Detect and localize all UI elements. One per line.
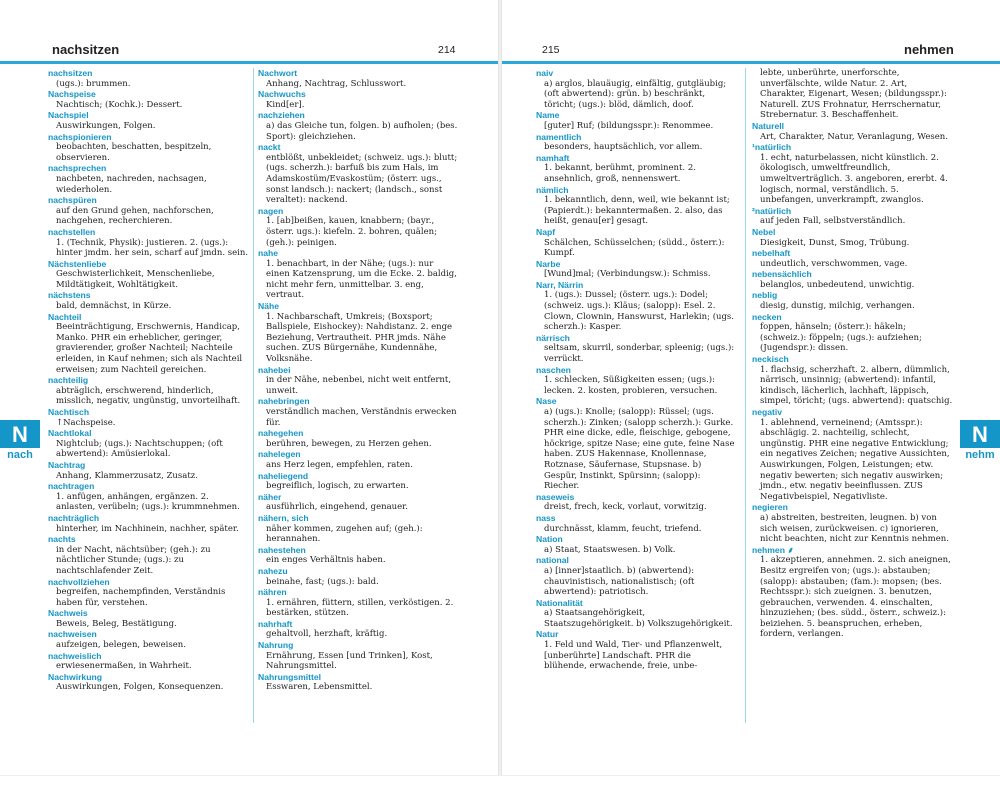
entry-headword[interactable]: nämlich [536,184,569,195]
dictionary-entry [258,587,458,619]
entry-definition: durchnässt, klamm, feucht, triefend. [544,523,702,534]
entry-headword[interactable]: negieren [752,502,788,513]
entry-headword[interactable]: nachspüren [48,195,97,206]
entry-definition: ↑Nachspeise. [56,417,116,428]
entry-definition: besonders, hauptsächlich, vor allem. [544,142,703,153]
entry-headword[interactable]: naseweis [536,491,575,502]
entry-headword[interactable]: Nase [536,396,557,407]
dictionary-entry [752,68,954,121]
entry-headword[interactable]: Nähe [258,301,280,312]
entry-definition: dreist, frech, keck, vorlaut, vorwitzig. [544,502,707,513]
entry-headword[interactable]: nachsitzen [48,68,93,78]
entry-definition: diesig, dunstig, milchig, verhangen. [760,301,915,312]
right-column-1 [536,68,736,672]
entry-headword[interactable]: Nahrungsmittel [258,671,322,682]
entry-definition: Ernährung, Essen [und Trinken], Kost, Nahrungsmittel. [266,650,433,672]
entry-definition: 1. bekannt, berühmt, prominent. 2. ansehnlich, groß, nennenswert. [544,163,696,184]
dictionary-entry [536,513,736,534]
dictionary-entry [752,502,954,544]
dictionary-entry [48,290,248,311]
dictionary-entry [752,248,954,269]
entry-definition: verständlich machen, Verständnis erwecken für. [266,407,457,428]
dictionary-entry [752,121,954,142]
dictionary-entry [752,206,954,227]
entry-definition: Nightclub; (ugs.): Nachtschuppen; (oft abwertend): Amüsierlokal. [56,438,223,460]
entry-definition: entblößt, unbekleidet; (schweiz. ugs.): blutt; (ugs. scherzh.): barfuß bis zum Hals, im Adamskostüm/Evaskostüm; (österr. ugs., sonst landsch.): nackert; (landsch., sonst veraltet): nackend. [266,152,458,206]
dictionary-entry [536,227,736,259]
dictionary-entry [752,142,954,206]
entry-headword[interactable]: neblig [752,290,778,301]
dictionary-entry [258,492,458,513]
right-page-header [502,40,1000,62]
entry-definition: a) abstreiten, bestreiten, leugnen. b) von sich weisen, zurückweisen. c) ignorieren, nicht beachten, nicht zur Kenntnis nehmen. [760,512,949,545]
dictionary-entry [258,206,458,248]
entry-headword[interactable]: Nachteil [48,311,82,322]
entry-definition: abträglich, erschwerend, hinderlich, misslich, negativ, ungünstig, unvorteilhaft. [56,385,241,407]
entry-headword[interactable]: nachsprechen [48,163,107,174]
entry-headword[interactable]: nahezu [258,565,288,576]
dictionary-entry [258,68,458,89]
dictionary-entry [48,89,248,110]
entry-definition: Geschwisterlichkeit, Menschenliebe, Mildtätigkeit, Wohltätigkeit. [56,269,215,290]
dictionary-entry [48,577,248,609]
entry-headword[interactable]: Nebel [752,226,776,237]
entry-definition: (ugs.): brummen. [56,78,131,89]
entry-definition: ans Herz legen, empfehlen, raten. [266,459,413,470]
entry-headword[interactable]: namentlich [536,131,582,142]
dictionary-entry [536,365,736,397]
entry-headword[interactable]: Nachwort [258,68,298,78]
entry-definition: a) Staatsangehörigkeit, Staatszugehörigkeit. b) Volkszugehörigkeit. [544,608,733,629]
dictionary-entry [258,142,458,206]
dictionary-entry [258,545,458,566]
dictionary-entry [48,608,248,629]
dictionary-entry [48,227,248,259]
entry-definition: näher kommen, zugehen auf; (geh.): herannahen. [266,523,423,545]
dictionary-entry [752,269,954,290]
entry-definition: Nachtisch; (Kochk.): Dessert. [56,99,183,110]
entry-definition: Kind[er]. [266,99,305,110]
dictionary-entry [48,513,248,534]
entry-headword[interactable]: Nachtlokal [48,428,92,439]
dictionary-entry [752,312,954,354]
left-column-2 [258,68,458,693]
entry-headword[interactable]: ¹natürlich [752,142,792,153]
right-thumb-index-tab[interactable] [960,420,1000,462]
entry-headword[interactable]: Napf [536,226,556,237]
entry-definition: 1. anfügen, anhängen, ergänzen. 2. anlasten, verübeln; (ugs.): krummnehmen. [56,491,240,513]
entry-headword[interactable]: Nationalität [536,597,583,608]
entry-definition: 1. akzeptieren, annehmen. 2. sich aneignen, Besitz ergreifen von; (ugs.): abstauben; (salopp): abstauben; (fam.): mopsen; (bes. Rechtsspr.): sich zueignen. 3. benutzen, gebrauchen, verwenden. 4. einschalten, hinzuziehen; (bes. südd., österr., schweiz.): beiziehen. 5. beanspruchen, erheben, fordern, verlangen. [760,555,951,640]
entry-definition: 1. [ab]beißen, kauen, knabbern; (bayr., österr. ugs.): kiefeln. 2. bohren, quälen; (geh.): peinigen. [266,216,437,248]
dictionary-entry [258,471,458,492]
dictionary-entry [752,354,954,407]
entry-headword[interactable]: Nachweis [48,608,88,619]
entry-headword[interactable]: nähren [258,587,287,598]
entry-headword[interactable]: nahebei [258,364,291,375]
entry-headword[interactable]: Narbe [536,258,561,269]
entry-headword[interactable]: Natur [536,629,559,640]
entry-definition: Esswaren, Lebensmittel. [266,682,373,693]
dictionary-entry [48,460,248,481]
entry-headword[interactable]: nachtragen [48,481,95,492]
entry-definition: aufzeigen, belegen, beweisen. [56,640,186,651]
entry-definition: 1. Nachbarschaft, Umkreis; (Boxsport; Ballspiele, Eishockey): Nahdistanz. 2. enge Beziehung, Vertrautheit. PHR jmds. Nähe suchen. ZUS Bürgernähe, Kundennähe, Volksnähe. [266,311,453,365]
entry-headword[interactable]: Name [536,110,560,121]
left-header-rule [0,61,498,64]
entry-headword[interactable]: Nation [536,534,563,545]
left-column-1 [48,68,248,693]
entry-definition: 1. benachbart, in der Nähe; (ugs.): nur einen Katzensprung, um die Ecke. 2. baldig, nicht mehr fern, unmittelbar. 3. eng, vertraut. [266,258,457,301]
entry-definition: 1. ablehnend, verneinend; (Amtsspr.): abschlägig. 2. nachteilig, schlecht, ungünstig. PHR eine negative Entwicklung; ein negatives Zeichen; negative Aussichten, Auswirkungen, Folgen, Leistungen; etw. negativ bewerten; sich negativ auswirken; jmdn., etw. negativ beeinflussen. ZUS Negativbeispiel, Negativliste. [760,417,950,502]
dictionary-entry [48,195,248,227]
dictionary-entry [536,280,736,333]
bottom-margin [0,775,1000,801]
dictionary-entry [258,396,458,428]
dictionary-entry [48,312,248,376]
dictionary-entry [536,259,736,280]
entry-definition: a) (ugs.): Knolle; (salopp): Rüssel; (ugs. scherzh.): Zinken; (salopp scherzh.): Gurke. PHR eine dicke, edle, fleischige, gebogene, höckrige, spitze Nase; eine gute, feine Nase haben. ZUS Hakennase, Knollennase, Rotznase, Säufernase, Stupsnase. b) Gespür, Instinkt, Spürsinn; (salopp): Riecher. [544,407,735,492]
right-tab-word: nehm [960,448,1000,462]
entry-definition: ein enges Verhältnis haben. [266,555,386,566]
dictionary-entry [258,640,458,672]
entry-definition: a) [inner]staatlich. b) (abwertend): chauvinistisch, nationalistisch; (oft abwertend): patriotisch. [544,565,695,598]
left-page-header [0,40,498,62]
left-guide-word: nachsitzen [52,42,120,57]
dictionary-entry [752,407,954,502]
entry-headword[interactable]: närrisch [536,332,570,343]
entry-definition: in der Nähe, nebenbei, nicht weit entfernt, unweit. [266,375,452,396]
entry-definition: 1. ernähren, füttern, stillen, verköstigen. 2. bestärken, stützen. [266,597,454,619]
entry-headword[interactable]: nachvollziehen [48,576,110,587]
entry-headword[interactable]: nachteilig [48,375,89,386]
entry-headword[interactable]: naschen [536,364,571,375]
entry-headword[interactable]: nebensächlich [752,269,812,280]
dictionary-entry [48,672,248,693]
dictionary-entry [258,428,458,449]
entry-definition: Diesigkeit, Dunst, Smog, Trübung. [760,237,910,248]
dictionary-entry [536,68,736,110]
entry-definition: Auswirkungen, Folgen, Konsequenzen. [56,682,224,693]
entry-definition: Anhang, Klammerzusatz, Zusatz. [56,470,198,481]
right-page-number: 215 [542,44,560,56]
right-column-divider [745,68,746,723]
entry-headword[interactable]: naiv [536,68,554,78]
dictionary-entry [536,333,736,365]
dictionary-entry [752,227,954,248]
dictionary-entry [536,598,736,630]
right-guide-word: nehmen [904,42,954,57]
right-tab-letter: N [972,422,988,447]
entry-definition: Anhang, Nachtrag, Schlusswort. [266,78,407,89]
entry-definition: 1. flachsig, scherzhaft. 2. albern, dümmlich, närrisch, unsinnig; (abwertend): infantil, kindisch, lächerlich, lachhaft, läppisch, simpel, töricht; (ugs. abwertend): quatschig. [760,364,953,407]
entry-headword[interactable]: nachträglich [48,512,100,523]
entry-definition: foppen, hänseln; (österr.): häkeln; (schweiz.): föppeln; (ugs.): aufziehen; (Jugendspr.): dissen. [760,322,922,354]
dictionary-entry [752,545,954,640]
dictionary-entry [258,566,458,587]
entry-headword[interactable]: nahestehen [258,544,306,555]
entry-definition: lebte, unberührte, unerforschte, unverfälschte, wilde Natur. 2. Art, Charakter, Eigenart, Wesen; (bildungsspr.): Naturell. ZUS Frohnatur, Herrschernatur, Strebernatur. 3. Beschaffenheit. [760,68,947,121]
dictionary-entry [48,428,248,460]
entry-definition: erwiesenermaßen, in Wahrheit. [56,661,192,672]
dictionary-entry [48,132,248,164]
entry-headword[interactable]: nahegehen [258,428,304,439]
entry-definition: a) Staat, Staatswesen. b) Volk. [544,544,676,555]
entry-definition: auf jeden Fall, selbstverständlich. [760,216,906,227]
entry-headword[interactable]: nebelhaft [752,248,791,259]
entry-headword[interactable]: necken [752,311,782,322]
dictionary-entry [536,555,736,597]
dictionary-entry [48,68,248,89]
entry-definition: 1. bekanntlich, denn, weil, wie bekannt ist; (Papierdt.): bekanntermaßen. 2. also, das heißt, genau[er] gesagt. [544,195,730,227]
entry-definition: undeutlich, verschwommen, vage. [760,258,908,269]
entry-headword[interactable]: nachziehen [258,110,305,121]
entry-definition: 1. (ugs.): Dussel; (österr. ugs.): Dodel; (schweiz. ugs.): Kläus; (salopp): Esel. 2. Clown, Clownin, Hanswurst, Harlekin; (ugs. scherzh.): Kasper. [544,290,734,333]
dictionary-entry [536,492,736,513]
entry-headword[interactable]: nass [536,512,556,523]
entry-definition: Beweis, Beleg, Bestätigung. [56,618,177,629]
dictionary-entry [536,396,736,491]
entry-definition: [Wund]mal; (Verbindungsw.): Schmiss. [544,269,711,280]
entry-definition: a) das Gleiche tun, folgen. b) aufholen; (bes. Sport): gleichziehen. [266,120,458,142]
entry-definition: hinterher, im Nachhinein, nachher, später. [56,523,239,534]
left-tab-letter: N [12,422,28,447]
dictionary-entry [48,407,248,428]
entry-definition: auf den Grund gehen, nachforschen, nachgehen, recherchieren. [56,205,214,227]
entry-definition: begreiflich, logisch, zu erwarten. [266,481,409,492]
dictionary-entry [48,651,248,672]
right-header-rule [502,61,1000,64]
entry-headword[interactable]: Nächstenliebe [48,258,107,269]
entry-headword[interactable]: Nachspiel [48,110,89,121]
entry-headword[interactable]: nachstellen [48,226,96,237]
entry-headword[interactable]: Naturell [752,120,784,131]
entry-definition: Beeinträchtigung, Erschwernis, Handicap, Manko. PHR ein erheblicher, geringer, gravierender, großer Nachteil; Nachteile erleiden, in Kauf nehmen; sich als Nachteil erweisen; zum Nachteil gereichen. [56,322,243,375]
entry-definition: in der Nacht, nächtsüber; (geh.): zu nächtlicher Stunde; (ugs.): zu nachtschlafender Zeit. [56,544,211,576]
dictionary-entry [536,132,736,153]
entry-headword[interactable]: nagen [258,205,284,216]
entry-definition: [guter] Ruf; (bildungsspr.): Renommee. [544,120,714,131]
entry-definition: ausführlich, eingehend, genauer. [266,502,409,513]
entry-headword[interactable]: nahelegen [258,449,301,460]
entry-headword[interactable]: nächstens [48,290,91,301]
entry-headword[interactable]: negativ [752,407,783,417]
entry-definition: Schälchen, Schüsselchen; (südd., österr.): Kumpf. [544,237,725,259]
entry-headword[interactable]: nahebringen [258,396,310,407]
entry-definition: 1. echt, naturbelassen, nicht künstlich. 2. ökologisch, umweltfreundlich, umweltverträglich. 3. angeboren, ererbt. 4. logisch, normal, verständlich. 5. unbefangen, unverkrampft, zwanglos. [760,152,948,206]
dictionary-entry [258,672,458,693]
dictionary-entry [258,513,458,545]
entry-headword[interactable]: neckisch [752,354,789,365]
entry-definition: a) arglos, blauäugig, einfältig, gutgläubig; (oft abwertend): grün. b) beschränkt, töricht; (ugs.): blöd, dämlich, doof. [544,78,727,110]
dictionary-entry [48,534,248,576]
entry-definition: nachbeten, nachreden, nachsagen, wiederholen. [56,173,207,195]
dictionary-entry [752,290,954,311]
dictionary-entry [536,629,736,671]
entry-headword[interactable]: Nachtisch [48,407,90,417]
entry-headword[interactable]: näher [258,491,282,502]
entry-headword[interactable]: Nachtrag [48,459,86,470]
right-page [502,0,1000,800]
dictionary-entry [48,629,248,650]
entry-headword[interactable]: nachweislich [48,650,102,661]
entry-definition: begreifen, nachempfinden, Verständnis haben für, verstehen. [56,587,226,608]
dictionary-entry [536,153,736,185]
left-tab-word: nach [0,448,40,462]
dictionary-entry [48,259,248,291]
entry-headword[interactable]: nahrhaft [258,618,293,629]
entry-headword[interactable]: namhaft [536,152,570,163]
dictionary-entry [258,248,458,301]
entry-headword[interactable]: nahe [258,248,279,259]
entry-headword[interactable]: nähern, sich [258,512,309,523]
dictionary-entry [48,481,248,513]
entry-headword[interactable]: Nachspeise [48,89,96,100]
entry-definition: 1. Feld und Wald, Tier- und Pflanzenwelt, [unberührte] Landschaft. PHR die blühende, erwachende, freie, unbe- [544,640,723,672]
entry-headword[interactable]: national [536,555,569,566]
entry-headword[interactable]: Nachwuchs [258,89,306,100]
entry-headword[interactable]: nachweisen [48,629,97,640]
entry-headword[interactable]: Narr, Närrin [536,279,584,290]
dictionary-entry [536,185,736,227]
entry-definition: beobachten, beschatten, bespitzeln, observieren. [56,142,212,163]
dictionary-entry [258,449,458,470]
entry-definition: Art, Charakter, Natur, Veranlagung, Wesen. [760,131,948,142]
dictionary-entry [258,301,458,365]
left-page-number: 214 [438,44,456,56]
entry-definition: Auswirkungen, Folgen. [56,120,156,131]
dictionary-entry [48,110,248,131]
dictionary-entry [258,619,458,640]
dictionary-entry [48,163,248,195]
entry-headword[interactable]: nachts [48,534,76,545]
entry-definition: 1. (Technik, Physik): justieren. 2. (ugs.): hinter jmdm. her sein, scharf auf jmdn. sein. [56,237,249,259]
entry-headword[interactable]: nackt [258,142,281,153]
left-column-divider [253,68,254,723]
entry-headword[interactable]: naheliegend [258,470,309,481]
dictionary-entry [258,365,458,397]
entry-headword[interactable]: Nachwirkung [48,671,102,682]
left-thumb-index-tab[interactable] [0,420,40,462]
entry-definition: beinahe, fast; (ugs.): bald. [266,576,379,587]
dictionary-entry [258,89,458,110]
entry-definition: 1. schlecken, Süßigkeiten essen; (ugs.): lecken. 2. kosten, probieren, versuchen. [544,375,718,396]
dictionary-entry [258,110,458,142]
entry-definition: gehaltvoll, herzhaft, kräftig. [266,629,388,640]
entry-headword[interactable]: ²natürlich [752,205,792,216]
entry-headword[interactable]: nachspionieren [48,131,112,142]
entry-headword[interactable]: nehmen ⸙ [752,544,794,555]
left-page [0,0,498,800]
entry-definition: belanglos, unbedeutend, unwichtig. [760,279,915,290]
entry-definition: seltsam, skurril, sonderbar, spleenig; (ugs.): verrückt. [544,343,735,365]
entry-definition: berühren, bewegen, zu Herzen gehen. [266,438,432,449]
dictionary-entry [48,375,248,407]
right-column-2 [752,68,954,640]
entry-headword[interactable]: Nahrung [258,640,294,651]
dictionary-entry [536,534,736,555]
entry-definition: bald, demnächst, in Kürze. [56,301,172,312]
dictionary-entry [536,110,736,131]
